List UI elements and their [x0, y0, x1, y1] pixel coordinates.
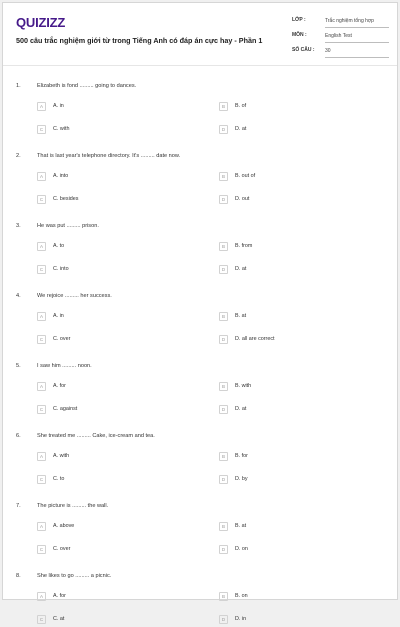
worksheet-page: [2, 2, 398, 622]
question-item: [3, 205, 397, 275]
option-letter-box: C: [37, 615, 46, 624]
option-text: A. to: [53, 243, 65, 249]
option-letter-box: A: [37, 172, 46, 181]
option-text: D. at: [235, 406, 247, 412]
question-number: 2.: [16, 153, 21, 159]
option-letter-box: D: [219, 195, 228, 204]
option-letter-box: D: [219, 335, 228, 344]
option-letter-box: C: [37, 335, 46, 344]
option-letter-box: D: [219, 545, 228, 554]
option-letter-box: B: [219, 452, 228, 461]
question-number: 8.: [16, 573, 21, 579]
option-letter-box: A: [37, 102, 46, 111]
option-letter-box: B: [219, 172, 228, 181]
option-text: B. from: [235, 243, 253, 249]
meta-row-subject: [292, 30, 392, 45]
option-text: D. at: [235, 126, 247, 132]
option-text: D. at: [235, 266, 247, 272]
question-item: [3, 275, 397, 345]
option-letter-box: C: [37, 545, 46, 554]
option-text: D. in: [235, 616, 247, 622]
option-text: B. of: [235, 103, 247, 109]
question-item: [3, 345, 397, 415]
question-text: He was put ......... prison.: [37, 223, 99, 229]
meta-row-question-count: [292, 45, 392, 60]
option-text: B. on: [235, 593, 248, 599]
option-letter-box: B: [219, 312, 228, 321]
option-letter-box: B: [219, 102, 228, 111]
worksheet-title: 500 câu trắc nghiệm giới từ trong Tiếng Anh có đáp án cực hay - Phần 1: [16, 36, 263, 45]
option-text: C. at: [53, 616, 65, 622]
option-letter-box: C: [37, 265, 46, 274]
question-text: Elizabeth is fond ......... going to dances.: [37, 83, 137, 89]
question-text: That is last year's telephone directory. It's ......... date now.: [37, 153, 181, 159]
question-list: [3, 65, 397, 625]
option-text: B. at: [235, 313, 247, 319]
question-text: I saw him ......... noon.: [37, 363, 92, 369]
option-text: C. to: [53, 476, 65, 482]
option-letter-box: C: [37, 475, 46, 484]
option-letter-box: A: [37, 452, 46, 461]
question-item: [3, 485, 397, 555]
meta-value-class: Trắc nghiệm tổng hợp: [325, 16, 389, 28]
option-text: D. all are correct: [235, 336, 275, 342]
option-text: C. against: [53, 406, 78, 412]
option-text: A. for: [53, 593, 66, 599]
question-number: 7.: [16, 503, 21, 509]
option-letter-box: D: [219, 125, 228, 134]
option-text: C. into: [53, 266, 69, 272]
option-letter-box: B: [219, 592, 228, 601]
question-number: 5.: [16, 363, 21, 369]
option-text: A. in: [53, 103, 64, 109]
option-letter-box: D: [219, 265, 228, 274]
question-item: [3, 415, 397, 485]
meta-value-subject: English Test: [325, 31, 389, 43]
option-letter-box: D: [219, 615, 228, 624]
option-text: B. for: [235, 453, 248, 459]
option-letter-box: D: [219, 405, 228, 414]
meta-row-class: [292, 15, 392, 30]
option-text: A. in: [53, 313, 64, 319]
option-text: A. with: [53, 453, 70, 459]
option-text: B. at: [235, 523, 247, 529]
option-letter-box: C: [37, 195, 46, 204]
option-letter-box: C: [37, 125, 46, 134]
option-letter-box: A: [37, 312, 46, 321]
quizizz-logo: QUIZIZZ: [16, 15, 66, 30]
option-letter-box: D: [219, 475, 228, 484]
worksheet-meta: [292, 15, 392, 60]
question-item: [3, 555, 397, 625]
worksheet-header: [3, 3, 397, 66]
question-number: 4.: [16, 293, 21, 299]
option-text: D. on: [235, 546, 248, 552]
option-text: A. into: [53, 173, 69, 179]
meta-value-question-count: 30: [325, 46, 389, 58]
option-letter-box: A: [37, 242, 46, 251]
question-text: She likes to go ......... a picnic.: [37, 573, 112, 579]
option-text: C. over: [53, 336, 71, 342]
option-letter-box: B: [219, 242, 228, 251]
question-item: [3, 65, 397, 135]
question-number: 3.: [16, 223, 21, 229]
question-text: She treated me ......... Cake, ice-cream and tea.: [37, 433, 155, 439]
question-text: The picture is ......... the wall.: [37, 503, 109, 509]
option-text: A. for: [53, 383, 66, 389]
option-letter-box: A: [37, 522, 46, 531]
meta-label: SỐ CÂU :: [292, 47, 315, 53]
option-text: D. by: [235, 476, 248, 482]
option-letter-box: B: [219, 382, 228, 391]
meta-label: MÔN :: [292, 32, 307, 38]
option-text: B. out of: [235, 173, 256, 179]
option-text: B. with: [235, 383, 252, 389]
option-text: D. out: [235, 196, 250, 202]
option-letter-box: A: [37, 382, 46, 391]
meta-label: LỚP :: [292, 17, 306, 23]
option-letter-box: C: [37, 405, 46, 414]
option-text: C. besides: [53, 196, 79, 202]
question-number: 1.: [16, 83, 21, 89]
option-text: C. with: [53, 126, 70, 132]
option-letter-box: B: [219, 522, 228, 531]
question-item: [3, 135, 397, 205]
question-text: We rejoice ......... her success.: [37, 293, 112, 299]
option-text: A. above: [53, 523, 75, 529]
option-letter-box: A: [37, 592, 46, 601]
option-text: C. over: [53, 546, 71, 552]
question-number: 6.: [16, 433, 21, 439]
